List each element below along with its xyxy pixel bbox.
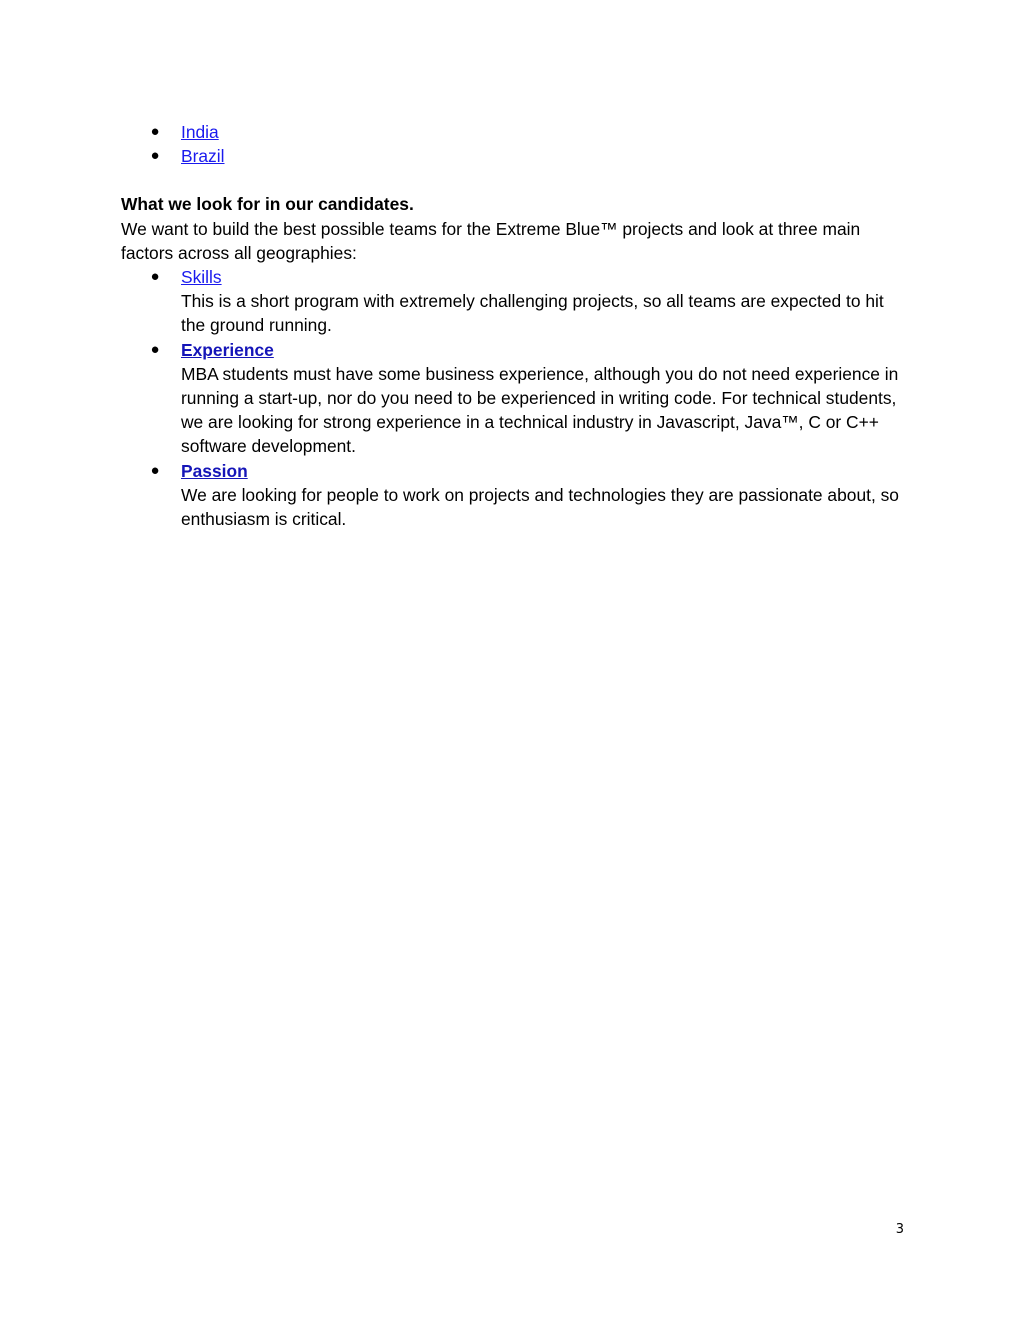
factor-list xyxy=(121,265,911,531)
paragraph-spacer xyxy=(121,168,911,192)
bullet-icon: ● xyxy=(150,147,160,165)
bullet-icon: ● xyxy=(150,340,160,358)
factor-link-experience[interactable]: Experience xyxy=(181,339,274,360)
list-item xyxy=(121,265,911,338)
candidates-intro: We want to build the best possible teams for the Extreme Blue™ projects and look at three main factors across all geographies: xyxy=(121,218,861,263)
country-list xyxy=(121,120,911,168)
country-link-india[interactable]: India xyxy=(181,122,219,142)
page-number: 3 xyxy=(895,1222,904,1237)
factor-link-skills[interactable]: Skills xyxy=(181,267,222,288)
list-item xyxy=(121,459,911,532)
factor-description-passion: We are looking for people to work on projects and technologies they are passionate about, so enthusiasm is critical. xyxy=(181,484,899,530)
bullet-icon: ● xyxy=(150,123,160,140)
list-item xyxy=(121,144,911,168)
factor-description-experience: MBA students must have some business experience, although you do not need experience in running a start-up, nor do you need to be experienced in writing code. For technical students, we are looking for strong experience in a technical industry in Javascript, Java™, C or C++ software development. xyxy=(181,363,899,457)
factor-description-skills: This is a short program with extremely challenging projects, so all teams are expected to hit the ground running. xyxy=(181,291,884,336)
list-item xyxy=(121,338,911,459)
page-content xyxy=(121,120,911,531)
bullet-icon: ● xyxy=(150,461,160,479)
bullet-icon: ● xyxy=(150,268,160,286)
list-item xyxy=(121,120,911,144)
country-link-brazil[interactable]: Brazil xyxy=(181,146,225,167)
candidates-heading: What we look for in our candidates. xyxy=(121,194,414,215)
factor-link-passion[interactable]: Passion xyxy=(181,460,248,481)
